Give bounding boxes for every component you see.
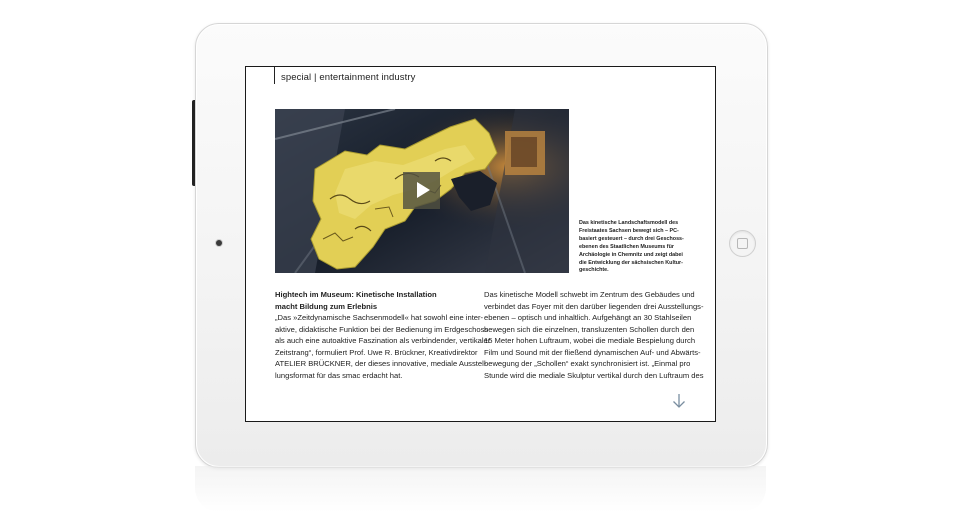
section-label: special | entertainment industry bbox=[281, 72, 416, 83]
article-text-line: Stunde wird die mediale Skulptur vertikal durch den Luftraum des bbox=[484, 370, 704, 380]
article-text-line: Das kinetische Modell schwebt im Zentrum des Gebäudes und bbox=[484, 290, 695, 299]
article-text-line: als auch eine autoaktive Faszination als verbindender, vertikaler bbox=[275, 336, 491, 345]
article-text-line: 15 Meter hohen Luftraum, wobei die mediale Bespielung durch bbox=[484, 336, 696, 345]
article-text-line: „Das »Zeitdynamische Sachsenmodell« hat sowohl eine inter- bbox=[275, 313, 484, 322]
article-text-line: bewegung der „Schollen“ exakt synchronisiert ist. „Einmal pro bbox=[484, 359, 691, 368]
video-thumbnail[interactable] bbox=[275, 109, 569, 273]
article-text-line: verbindet das Foyer mit den darüber liegenden drei Ausstellungs- bbox=[484, 301, 704, 311]
play-button[interactable] bbox=[403, 172, 440, 209]
article-text-line: lungsformat für das smac erdacht hat. bbox=[275, 370, 403, 380]
article-right-column bbox=[484, 289, 704, 381]
article-text-line: aktive, didaktische Funktion bei der Bedienung im Erdgeschoss bbox=[275, 324, 489, 334]
device-side-button bbox=[192, 100, 195, 186]
section-divider bbox=[274, 67, 275, 84]
camera-icon bbox=[216, 240, 222, 246]
home-button[interactable] bbox=[729, 230, 756, 257]
article-text-line: Film und Sound mit der fließend dynamischen Auf- und Abwärts- bbox=[484, 347, 701, 357]
article-text-line: Zeitstrang“, formuliert Prof. Uwe R. Brückner, Kreativdirektor bbox=[275, 347, 478, 357]
article-text-line: bewegen sich die einzelnen, transluzenten Schollen durch den bbox=[484, 324, 695, 334]
device-reflection bbox=[195, 466, 766, 512]
article-headline-line-2: macht Bildung zum Erlebnis bbox=[275, 301, 378, 311]
image-caption: Das kinetische Landschaftsmodell des Freistaates Sachsen bewegt sich – PC-basiert gesteuert – durch drei Geschoss-ebenen des Staatlichen Museums für Archäologie in Chemnitz und zeigt dabei die Entwicklung der sächsischen Kultur-geschichte. bbox=[579, 220, 684, 274]
magazine-screen bbox=[245, 66, 716, 422]
article-text-line: ATELIER BRÜCKNER, der dieses innovative, mediale Ausstel- bbox=[275, 359, 487, 368]
article-headline-line-1: Hightech im Museum: Kinetische Installation bbox=[275, 290, 437, 299]
article-text-line: ebenen – optisch und inhaltlich. Aufgehängt an 30 Stahlseilen bbox=[484, 313, 692, 322]
article-left-column bbox=[275, 289, 491, 381]
arrow-down-icon[interactable] bbox=[672, 393, 686, 409]
